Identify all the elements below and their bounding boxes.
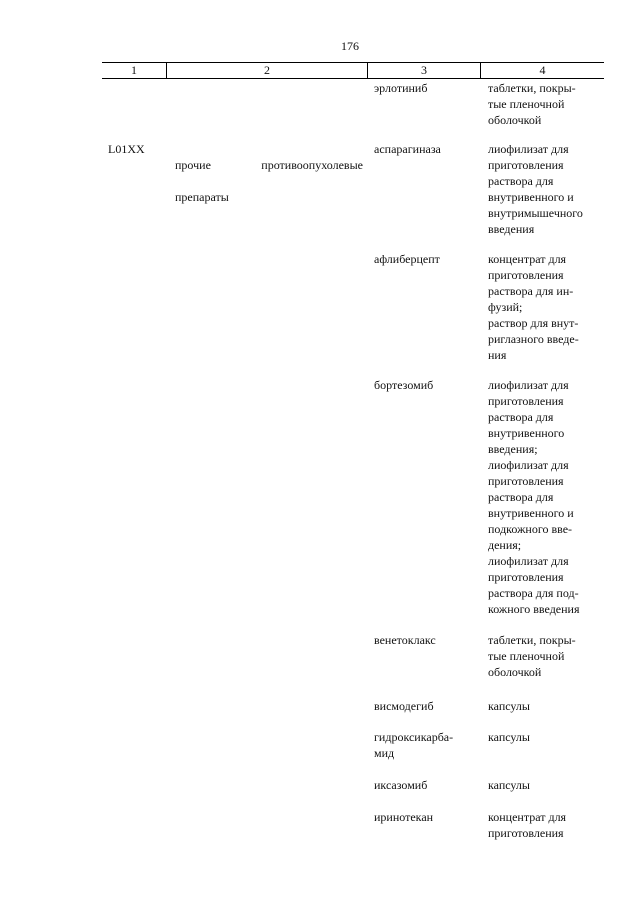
page-number: 176	[341, 39, 359, 53]
dosage-form: лиофилизат для приготовления раствора для внутривенного введения; лиофилизат для приготовления раствора для внутривенного и подкожного вве- дения; лиофилизат для приготовления раствора для под- кожного введения	[488, 378, 580, 616]
drug-name: иксазомиб	[374, 778, 428, 792]
dosage-form: капсулы	[488, 730, 530, 744]
column-header-4: 4	[481, 62, 604, 79]
dosage-form: концентрат для приготовления	[488, 810, 567, 840]
column-header-1: 1	[102, 62, 167, 79]
drug-name: иринотекан	[374, 810, 434, 824]
drug-name: бортезомиб	[374, 378, 434, 392]
drug-name: эрлотиниб	[374, 81, 428, 95]
drug-name: аспарагиназа	[374, 142, 441, 156]
atc-group-name-line2: препараты	[175, 190, 229, 204]
atc-group-name-word1: прочие	[175, 158, 211, 172]
drug-name: висмодегиб	[374, 699, 434, 713]
drug-name: гидроксикарба- мид	[374, 730, 454, 760]
atc-group-name-word2: противоопухолевые	[261, 158, 363, 172]
column-header-3: 3	[368, 62, 481, 79]
dosage-form: таблетки, покры- тые пленочной оболочкой	[488, 81, 576, 127]
column-header-2: 2	[167, 62, 368, 79]
dosage-form: капсулы	[488, 778, 530, 792]
drug-name: афлиберцепт	[374, 252, 440, 266]
atc-code: L01XX	[108, 142, 145, 156]
dosage-form: капсулы	[488, 699, 530, 713]
drug-name: венетоклакс	[374, 633, 436, 647]
dosage-form: таблетки, покры- тые пленочной оболочкой	[488, 633, 576, 679]
dosage-form: лиофилизат для приготовления раствора для внутривенного и внутримышечного введения	[488, 142, 583, 236]
dosage-form: концентрат для приготовления раствора для ин- фузий; раствор для внут- риглазного введе- ния	[488, 252, 579, 362]
atc-group-name	[175, 141, 363, 221]
